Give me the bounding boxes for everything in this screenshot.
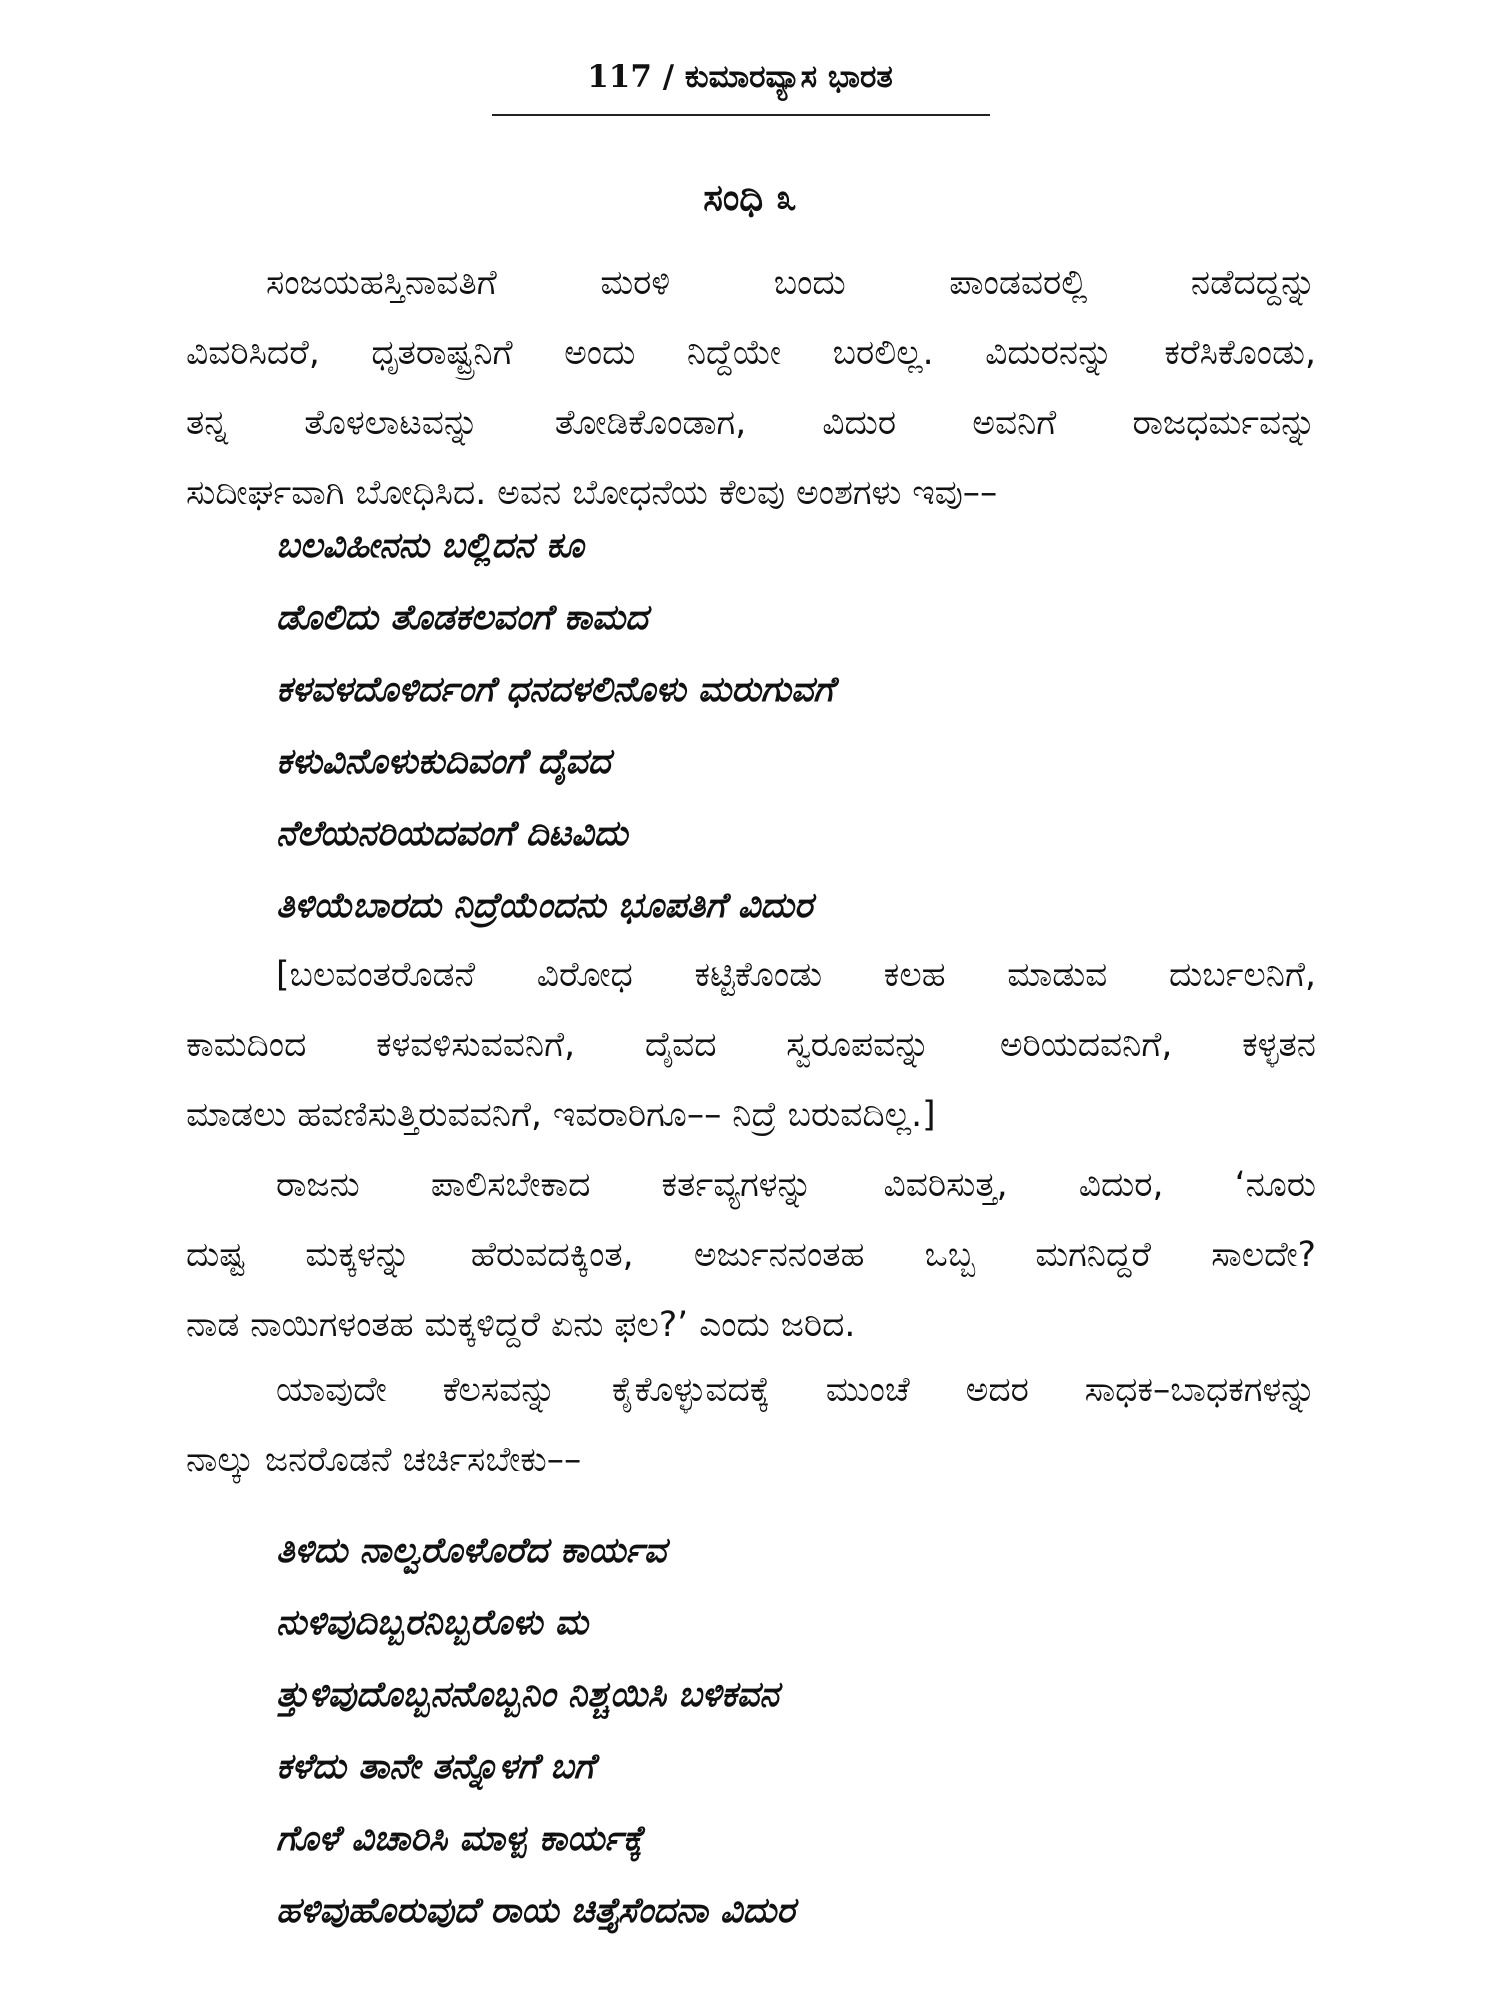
paragraph-line: ಯಾವುದೇ ಕೆಲಸವನ್ನು ಕೈಕೊಳ್ಳುವದಕ್ಕೆ ಮುಂಚೆ ಅದರ ಸಾಧಕ–ಬಾಧಕಗಳನ್ನು (276, 1370, 1316, 1410)
verse-line: ನೆಲೆಯನರಿಯದವಂಗೆ ದಿಟವಿದು (276, 814, 628, 854)
paragraph-line: ಸಂಜಯಹಸ್ತಿನಾವತಿಗೆ ಮರಳಿ ಬಂದು ಪಾಂಡವರಲ್ಲಿ ನಡೆದದ್ದನ್ನು (266, 263, 1316, 303)
paragraph-line: ಕಾಮದಿಂದ ಕಳವಳಿಸುವವನಿಗೆ, ದೈವದ ಸ್ವರೂಪವನ್ನು ಅರಿಯದವನಿಗೆ, ಕಳ್ಳತನ (186, 1025, 1316, 1065)
verse-line: ಕಳೆದು ತಾನೇ ತನ್ನೊಳಗೆ ಬಗೆ (276, 1747, 595, 1787)
verse-line: ಕಳವಳದೊಳಿರ್ದಂಗೆ ಧನದಳಲಿನೊಳು ಮರುಗುವಗೆ (276, 670, 834, 710)
running-header (490, 52, 990, 102)
header-separator: / (662, 59, 675, 95)
verse-block (276, 510, 1326, 942)
verse-block (276, 1515, 1326, 1947)
paragraph (186, 1355, 1316, 1495)
verse-line: ತ್ತುಳಿವುದೊಬ್ಬನನೊಬ್ಬನಿಂ ನಿಶ್ಚಯಿಸಿ ಬಳಿಕವನ (276, 1675, 779, 1715)
paragraph-line: ತನ್ನ ತೊಳಲಾಟವನ್ನು ತೋಡಿಕೊಂಡಾಗ, ವಿದುರ ಅವನಿಗೆ ರಾಜಧರ್ಮವನ್ನು (186, 403, 1316, 443)
verse-line: ಹಳಿವುಹೊರುವುದೆ ರಾಯ ಚಿತ್ತೈಸೆಂದನಾ ವಿದುರ (276, 1891, 795, 1931)
paragraph-line: ನಾಲ್ಕು ಜನರೊಡನೆ ಚರ್ಚಿಸಬೇಕು–– (186, 1440, 582, 1480)
verse-line: ತಿಳಿದು ನಾಲ್ವರೊಳೊರೆದ ಕಾರ್ಯವ (276, 1531, 667, 1571)
paragraph-line: ರಾಜನು ಪಾಲಿಸಬೇಕಾದ ಕರ್ತವ್ಯಗಳನ್ನು ವಿವರಿಸುತ್ತ, ವಿದುರ, ‘ನೂರು (276, 1165, 1316, 1205)
verse-line: ಕಳುವಿನೊಳುಕುದಿವಂಗೆ ದೈವದ (276, 742, 611, 782)
verse-line: ತಿಳಿಯೆಬಾರದು ನಿದ್ರೆಯೆಂದನು ಭೂಪತಿಗೆ ವಿದುರ (276, 886, 813, 926)
verse-line: ಗೊಳೆ ವಿಚಾರಿಸಿ ಮಾಳ್ಪ ಕಾರ್ಯಕ್ಕೆ (276, 1819, 644, 1859)
verse-line: ಬಲವಿಹೀನನು ಬಲ್ಲಿದನ ಕೂ (276, 526, 584, 566)
section-title: ಸಂಧಿ ೩ (703, 176, 797, 219)
paragraph-line: ದುಷ್ಟ ಮಕ್ಕಳನ್ನು ಹೆರುವದಕ್ಕಿಂತ, ಅರ್ಜುನನಂತಹ ಒಬ್ಬ ಮಗನಿದ್ದರೆ ಸಾಲದೇ? (186, 1235, 1316, 1275)
book-title: ಕುಮಾರವ್ಯಾಸ ಭಾರತ (684, 59, 893, 95)
verse-line: ಡೊಲಿದು ತೊಡಕಲವಂಗೆ ಕಾಮದ (276, 598, 648, 638)
verse-line: ನುಳಿವುದಿಬ್ಬರನಿಬ್ಬರೊಳು ಮ (276, 1603, 588, 1643)
page-number: 117 (587, 59, 652, 95)
paragraph (186, 940, 1316, 1150)
paragraph-line: ವಿವರಿಸಿದರೆ, ಧೃತರಾಷ್ಟ್ರನಿಗೆ ಅಂದು ನಿದ್ದೆಯೇ ಬರಲಿಲ್ಲ. ವಿದುರನನ್ನು ಕರೆಸಿಕೊಂಡು, (186, 333, 1316, 373)
header-rule (492, 114, 990, 116)
paragraph (186, 1150, 1316, 1360)
paragraph-line: ನಾಡ ನಾಯಿಗಳಂತಹ ಮಕ್ಕಳಿದ್ದರೆ ಏನು ಫಲ?’ ಎಂದು ಜರಿದ. (186, 1305, 856, 1345)
paragraph-line: ಮಾಡಲು ಹವಣಿಸುತ್ತಿರುವವನಿಗೆ, ಇವರಾರಿಗೂ–– ನಿದ್ರೆ ಬರುವದಿಲ್ಲ.] (186, 1095, 936, 1135)
paragraph-line: ಸುದೀರ್ಘವಾಗಿ ಬೋಧಿಸಿದ. ಅವನ ಬೋಧನೆಯ ಕೆಲವು ಅಂಶಗಳು ಇವು–– (186, 473, 998, 513)
paragraph (186, 248, 1316, 528)
paragraph-line: [ಬಲವಂತರೊಡನೆ ವಿರೋಧ ಕಟ್ಟಿಕೊಂಡು ಕಲಹ ಮಾಡುವ ದುರ್ಬಲನಿಗೆ, (276, 955, 1316, 995)
